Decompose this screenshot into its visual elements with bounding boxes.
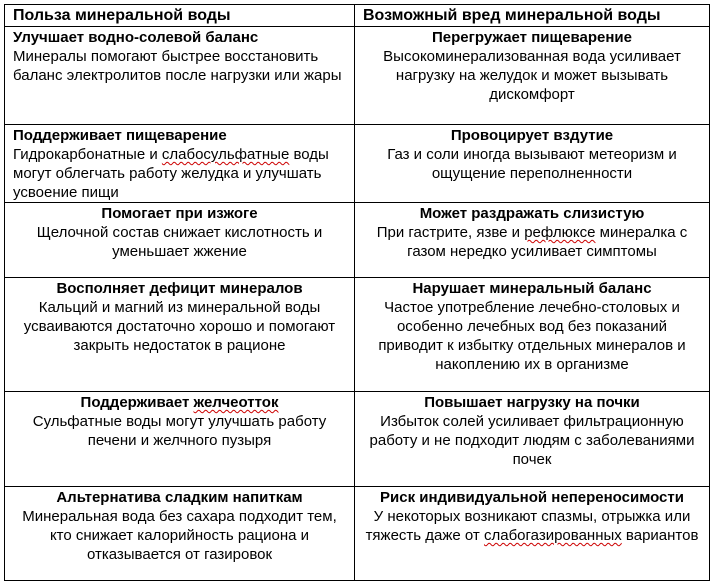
benefit-text: Минералы помогают быстрее восстановить баланс электролитов после нагрузки или жары [13,48,342,84]
benefit-title-part: Поддерживает [80,394,194,411]
harm-cell [355,487,710,581]
harm-text: Высокоминерализованная вода усиливает нагрузку на желудок и может вызывать дискомфорт [383,48,681,103]
benefit-title: Восполняет дефицит минералов [56,280,303,297]
harm-cell [355,392,710,487]
benefit-cell [5,27,355,125]
harm-text: Газ и соли иногда вызывают метеоризм и ощущение переполненности [387,146,677,182]
benefit-cell [5,487,355,581]
harm-title: Повышает нагрузку на почки [424,394,640,411]
benefit-text: Щелочной состав снижает кислотность и уменьшает жжение [36,224,323,260]
benefit-cell [5,203,355,278]
benefit-cell [5,278,355,392]
harm-text-part: У некоторых возникают спазмы, отрыжка или тяжесть даже от [365,508,691,544]
harm-text [363,223,701,261]
harm-text: Частое употребление лечебно-столовых и особенно лечебных вод без показаний приводит к избытку отдельных минералов и накоплению их в организме [378,299,686,373]
benefit-cell [5,125,355,203]
table-row [5,392,710,487]
harm-text: Избыток солей усиливает фильтрационную работу и не подходит людям с заболеваниями почек [369,413,695,468]
harm-title: Может раздражать слизистую [419,205,645,222]
harm-title: Риск индивидуальной непереносимости [380,489,684,506]
harm-cell [355,203,710,278]
harm-cell [355,27,710,125]
table-row [5,203,710,278]
benefit-title: Помогает при изжоге [101,205,258,222]
harm-text-part: вариантов [621,527,699,544]
benefit-title: Поддерживает пищеварение [13,127,227,144]
benefit-text: Сульфатные воды могут улучшать работу печени и желчного пузыря [32,413,327,449]
benefit-text: Минеральная вода без сахара подходит тем, кто снижает калорийность рациона и отказывается от газировок [22,508,337,563]
harm-title: Перегружает пищеварение [432,29,632,46]
header-benefits: Польза минеральной воды [5,5,355,27]
benefits-harms-table [4,4,710,581]
benefit-title: Альтернатива сладким напиткам [56,489,303,506]
benefit-text-part: воды могут облегчать работу желудка и улучшать усвоение пищи [13,146,329,201]
benefit-text-part: Гидрокарбонатные и [13,146,162,163]
table-header-row [5,5,710,27]
spellcheck-word: слабосульфатные [161,146,290,163]
spellcheck-word: рефлюксе [524,224,596,241]
benefit-text: Кальций и магний из минеральной воды усваиваются достаточно хорошо и помогают закрыть недостаток в рационе [23,299,336,354]
table-row [5,487,710,581]
harm-cell [355,125,710,203]
harm-cell [355,278,710,392]
benefit-cell [5,392,355,487]
spellcheck-word: слабогазированных [483,527,622,544]
harm-text [363,507,701,545]
table-row [5,27,710,125]
harm-title: Нарушает минеральный баланс [412,280,652,297]
harm-title: Провоцирует вздутие [450,127,614,144]
spellcheck-word: желчеотток [193,394,279,411]
benefit-text [13,145,346,202]
table-row [5,278,710,392]
benefit-title [13,393,346,412]
benefit-title: Улучшает водно-солевой баланс [13,29,259,46]
harm-text-part: При гастрите, язве и [376,224,525,241]
table-row [5,125,710,203]
header-harms: Возможный вред минеральной воды [355,5,710,27]
harm-text-part: минералка с газом нередко усиливает симптомы [407,224,688,260]
